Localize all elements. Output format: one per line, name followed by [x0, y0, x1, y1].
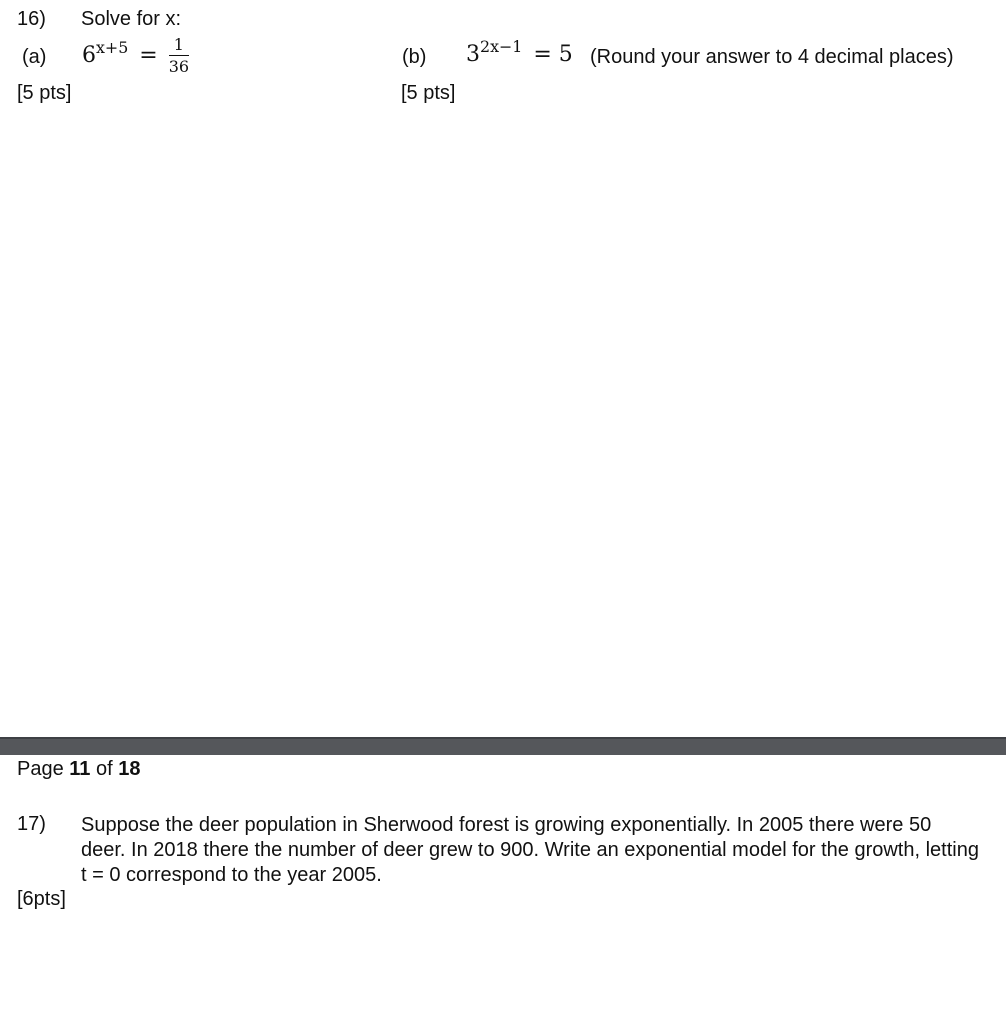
- q16a-points: [5 pts]: [17, 82, 72, 104]
- q16b-base: 3: [466, 42, 480, 67]
- q16b-instruction: (Round your answer to 4 decimal places): [590, 46, 954, 68]
- current-page: 11: [69, 758, 91, 780]
- q16a-equals: =: [139, 43, 158, 68]
- page-divider: [0, 737, 1006, 755]
- page-indicator: [17, 758, 141, 781]
- page-word: Page: [17, 758, 64, 780]
- q16a-fraction: [169, 36, 189, 76]
- q16b-points: [5 pts]: [401, 82, 456, 104]
- q16a-fraction-numerator: 1: [169, 36, 189, 56]
- of-word: of: [96, 758, 113, 780]
- q16b-label: (b): [402, 46, 427, 68]
- q16b-equation: [466, 37, 573, 67]
- q16a-base: 6: [82, 43, 96, 68]
- q16a-fraction-denominator: 36: [168, 57, 190, 76]
- q16b-rhs: = 5: [533, 42, 573, 67]
- q17-text: Suppose the deer population in Sherwood forest is growing exponentially. In 2005 there were 50 deer. In 2018 there the number of deer grew to 900. Write an exponential model for the growth, letting t = 0 correspond to the year 2005.: [81, 814, 979, 886]
- q17-number: 17): [17, 813, 46, 835]
- total-pages: 18: [118, 758, 141, 780]
- q16a-exponent: x+5: [96, 38, 129, 58]
- q16-number: 16): [17, 8, 46, 30]
- q16b-exponent: 2x−1: [480, 37, 523, 57]
- q16-prompt: Solve for x:: [81, 8, 182, 30]
- q16a-equation: [82, 36, 189, 77]
- q17-points: [6pts]: [17, 888, 66, 910]
- q16a-label: (a): [22, 46, 47, 68]
